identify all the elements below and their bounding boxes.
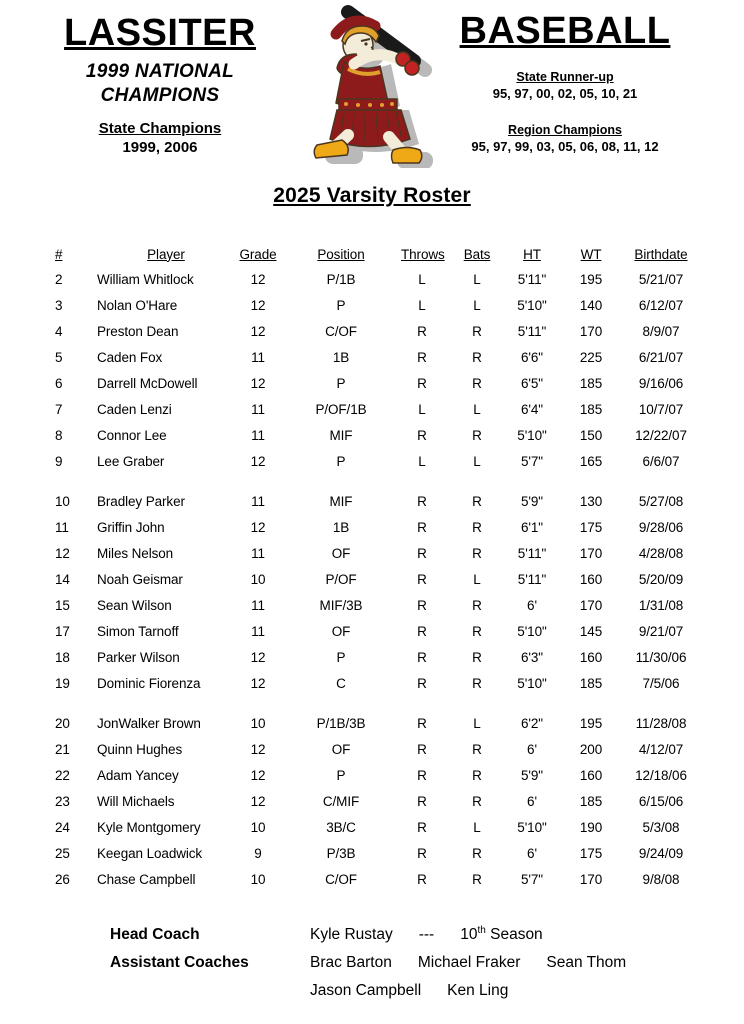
cell-birthdate: 9/21/07 xyxy=(638,623,684,639)
column-header-player: Player xyxy=(147,246,185,262)
cell-bats: R xyxy=(472,545,482,561)
cell-player: Nolan O'Hare xyxy=(97,297,178,313)
cell-number: 11 xyxy=(55,519,69,535)
cell-ht: 6'3" xyxy=(521,649,543,665)
roster-group-gap xyxy=(55,696,693,710)
cell-ht: 6' xyxy=(527,741,537,757)
cell-throws: R xyxy=(417,819,427,835)
cell-birthdate: 9/28/06 xyxy=(638,519,684,535)
cell-ht: 6'1" xyxy=(521,519,543,535)
table-row xyxy=(55,292,693,318)
cell-player: Darrell McDowell xyxy=(97,375,198,391)
sport-name: BASEBALL xyxy=(459,10,671,52)
cell-bats: R xyxy=(472,793,482,809)
column-header-bats: Bats xyxy=(463,246,491,262)
cell-throws: R xyxy=(417,845,427,861)
cell-player: Will Michaels xyxy=(97,793,175,809)
column-header-position: Position xyxy=(317,246,365,262)
column-header-wt: WT xyxy=(580,246,602,262)
cell-bats: L xyxy=(473,297,481,313)
cell-birthdate: 6/6/07 xyxy=(642,453,680,469)
cell-grade: 11 xyxy=(251,623,265,639)
head-coach-row xyxy=(110,921,626,949)
cell-birthdate: 9/24/09 xyxy=(638,845,684,861)
cell-wt: 185 xyxy=(579,793,603,809)
cell-grade: 12 xyxy=(250,675,266,691)
page-title: 2025 Varsity Roster xyxy=(273,184,471,207)
cell-ht: 5'10" xyxy=(517,427,547,443)
cell-grade: 10 xyxy=(250,715,266,731)
cell-grade: 11 xyxy=(251,493,265,509)
cell-grade: 12 xyxy=(250,297,266,313)
cell-throws: R xyxy=(417,597,427,613)
cell-number: 21 xyxy=(55,741,70,757)
cell-birthdate: 9/8/08 xyxy=(642,871,680,887)
cell-grade: 10 xyxy=(250,871,266,887)
cell-birthdate: 7/5/06 xyxy=(642,675,680,691)
state-runnerup-years: 95, 97, 00, 02, 05, 10, 21 xyxy=(492,86,638,101)
cell-position: P/1B xyxy=(326,271,356,287)
cell-number: 3 xyxy=(55,297,63,313)
cell-bats: R xyxy=(472,767,482,783)
cell-birthdate: 11/30/06 xyxy=(635,649,687,665)
cell-player: Preston Dean xyxy=(97,323,179,339)
column-header-birthdate: Birthdate xyxy=(634,246,688,262)
column-header-ht: HT xyxy=(523,246,541,262)
table-row xyxy=(55,762,693,788)
cell-bats: R xyxy=(472,871,482,887)
cell-throws: R xyxy=(417,649,427,665)
cell-throws: R xyxy=(417,375,427,391)
table-row xyxy=(55,788,693,814)
cell-number: 24 xyxy=(55,819,70,835)
cell-ht: 5'11" xyxy=(517,571,547,587)
cell-player: Caden Fox xyxy=(97,349,163,365)
head-coach-name: Kyle Rustay xyxy=(310,926,393,943)
cell-number: 12 xyxy=(55,545,70,561)
cell-grade: 9 xyxy=(254,845,262,861)
cell-player: Parker Wilson xyxy=(97,649,180,665)
cell-bats: L xyxy=(473,715,481,731)
cell-position: 1B xyxy=(332,349,350,365)
roster-group-gap xyxy=(55,474,693,488)
cell-wt: 195 xyxy=(579,715,603,731)
cell-ht: 5'10" xyxy=(517,297,547,313)
cell-grade: 12 xyxy=(250,649,266,665)
table-row xyxy=(55,644,693,670)
cell-birthdate: 6/21/07 xyxy=(638,349,684,365)
cell-player: Miles Nelson xyxy=(97,545,174,561)
cell-position: P xyxy=(336,375,346,391)
cell-throws: R xyxy=(417,519,427,535)
cell-number: 20 xyxy=(55,715,70,731)
cell-number: 25 xyxy=(55,845,70,861)
cell-number: 5 xyxy=(55,349,63,365)
cell-bats: R xyxy=(472,597,482,613)
cell-ht: 6' xyxy=(527,793,537,809)
cell-wt: 200 xyxy=(579,741,603,757)
cell-number: 6 xyxy=(55,375,63,391)
cell-birthdate: 8/9/07 xyxy=(642,323,680,339)
cell-grade: 11 xyxy=(251,401,265,417)
head-coach-season: 10th Season xyxy=(460,924,543,943)
cell-birthdate: 5/20/09 xyxy=(638,571,684,587)
cell-bats: L xyxy=(473,271,481,287)
cell-throws: L xyxy=(418,401,426,417)
national-champions-line1: 1999 NATIONAL xyxy=(85,61,235,82)
cell-position: C/OF xyxy=(325,871,357,887)
table-row xyxy=(55,814,693,840)
cell-position: C/OF xyxy=(325,323,357,339)
cell-wt: 160 xyxy=(579,571,603,587)
column-header-number: # xyxy=(55,246,63,262)
cell-throws: L xyxy=(418,453,426,469)
cell-throws: R xyxy=(417,349,427,365)
cell-grade: 12 xyxy=(250,453,266,469)
table-row xyxy=(55,448,693,474)
cell-number: 9 xyxy=(55,453,63,469)
cell-number: 19 xyxy=(55,675,70,691)
cell-ht: 6' xyxy=(527,845,537,861)
cell-throws: R xyxy=(417,493,427,509)
head-coach-label: Head Coach xyxy=(110,926,200,943)
assistant-coach-name: Sean Thom xyxy=(546,954,627,971)
assistant-coach-name: Michael Fraker xyxy=(417,954,521,971)
cell-throws: R xyxy=(417,323,427,339)
table-row xyxy=(55,344,693,370)
cell-wt: 190 xyxy=(579,819,603,835)
cell-position: P/OF/1B xyxy=(315,401,367,417)
cell-player: Dominic Fiorenza xyxy=(97,675,201,691)
table-row xyxy=(55,592,693,618)
state-runnerup-label: State Runner-up xyxy=(516,70,614,84)
cell-position: MIF xyxy=(329,493,353,509)
cell-bats: L xyxy=(473,571,481,587)
cell-grade: 12 xyxy=(250,741,266,757)
cell-position: C xyxy=(336,675,346,691)
cell-player: Caden Lenzi xyxy=(97,401,172,417)
cell-player: Lee Graber xyxy=(97,453,165,469)
table-row xyxy=(55,866,693,892)
cell-ht: 5'11" xyxy=(517,545,547,561)
cell-player: Noah Geismar xyxy=(97,571,183,587)
cell-throws: R xyxy=(417,715,427,731)
cell-ht: 5'9" xyxy=(521,493,543,509)
assistant-coaches-row2 xyxy=(110,977,626,1005)
cell-bats: R xyxy=(472,427,482,443)
cell-number: 23 xyxy=(55,793,70,809)
assistant-coach-name: Brac Barton xyxy=(310,954,392,971)
table-row xyxy=(55,736,693,762)
cell-number: 2 xyxy=(55,271,63,287)
cell-grade: 12 xyxy=(250,375,266,391)
table-row xyxy=(55,488,693,514)
table-row xyxy=(55,710,693,736)
cell-number: 22 xyxy=(55,767,70,783)
cell-wt: 170 xyxy=(579,323,603,339)
column-header-grade: Grade xyxy=(239,246,277,262)
cell-ht: 5'11" xyxy=(517,323,547,339)
cell-number: 26 xyxy=(55,871,70,887)
cell-birthdate: 11/28/08 xyxy=(635,715,687,731)
cell-wt: 170 xyxy=(579,545,603,561)
table-row xyxy=(55,514,693,540)
cell-grade: 11 xyxy=(251,545,265,561)
cell-position: MIF xyxy=(329,427,353,443)
cell-position: OF xyxy=(331,741,351,757)
table-row xyxy=(55,840,693,866)
cell-bats: L xyxy=(473,401,481,417)
assistant-coaches-label: Assistant Coaches xyxy=(110,954,249,971)
cell-grade: 12 xyxy=(250,323,266,339)
cell-throws: R xyxy=(417,571,427,587)
cell-number: 17 xyxy=(55,623,70,639)
cell-birthdate: 5/3/08 xyxy=(642,819,680,835)
cell-throws: R xyxy=(417,545,427,561)
cell-bats: R xyxy=(472,675,482,691)
cell-grade: 11 xyxy=(251,427,265,443)
cell-wt: 185 xyxy=(579,675,603,691)
cell-position: P/3B xyxy=(326,845,356,861)
cell-player: Simon Tarnoff xyxy=(97,623,179,639)
cell-throws: R xyxy=(417,741,427,757)
cell-bats: R xyxy=(472,623,482,639)
cell-wt: 150 xyxy=(579,427,603,443)
cell-grade: 12 xyxy=(250,519,266,535)
cell-ht: 5'11" xyxy=(517,271,547,287)
cell-bats: L xyxy=(473,453,481,469)
roster-table xyxy=(55,242,693,892)
cell-ht: 5'7" xyxy=(521,453,543,469)
cell-ht: 6'6" xyxy=(521,349,543,365)
cell-ht: 5'10" xyxy=(517,623,547,639)
cell-number: 10 xyxy=(55,493,70,509)
cell-wt: 145 xyxy=(579,623,603,639)
cell-position: 3B/C xyxy=(326,819,356,835)
cell-wt: 160 xyxy=(579,767,603,783)
cell-player: Connor Lee xyxy=(97,427,167,443)
cell-birthdate: 5/21/07 xyxy=(638,271,684,287)
cell-birthdate: 10/7/07 xyxy=(638,401,684,417)
cell-grade: 10 xyxy=(250,819,266,835)
cell-wt: 175 xyxy=(579,845,603,861)
cell-number: 7 xyxy=(55,401,63,417)
cell-number: 15 xyxy=(55,597,70,613)
cell-bats: R xyxy=(472,323,482,339)
cell-wt: 225 xyxy=(579,349,603,365)
assistant-coaches-row xyxy=(110,949,626,977)
cell-bats: R xyxy=(472,493,482,509)
cell-wt: 170 xyxy=(579,871,603,887)
table-row xyxy=(55,566,693,592)
cell-throws: L xyxy=(418,297,426,313)
cell-birthdate: 1/31/08 xyxy=(638,597,684,613)
table-row xyxy=(55,370,693,396)
cell-position: P xyxy=(336,297,346,313)
state-champions-years: 1999, 2006 xyxy=(122,138,198,156)
cell-throws: L xyxy=(418,271,426,287)
cell-grade: 12 xyxy=(250,271,266,287)
cell-wt: 130 xyxy=(579,493,603,509)
assistant-coach-name: Jason Campbell xyxy=(310,982,422,999)
cell-position: 1B xyxy=(332,519,350,535)
cell-number: 18 xyxy=(55,649,70,665)
cell-number: 4 xyxy=(55,323,63,339)
cell-throws: R xyxy=(417,623,427,639)
cell-bats: R xyxy=(472,519,482,535)
cell-grade: 11 xyxy=(251,597,265,613)
cell-ht: 5'7" xyxy=(521,871,543,887)
coaches-footer xyxy=(110,921,626,1005)
cell-bats: R xyxy=(472,349,482,365)
cell-throws: R xyxy=(417,675,427,691)
cell-birthdate: 12/22/07 xyxy=(635,427,687,443)
cell-bats: R xyxy=(472,741,482,757)
region-champions-label: Region Champions xyxy=(508,123,622,137)
cell-player: Griffin John xyxy=(97,519,165,535)
header-right xyxy=(424,12,706,154)
cell-throws: R xyxy=(417,871,427,887)
cell-wt: 185 xyxy=(579,401,603,417)
cell-player: William Whitlock xyxy=(97,271,194,287)
cell-ht: 5'10" xyxy=(517,675,547,691)
cell-player: Sean Wilson xyxy=(97,597,172,613)
cell-player: Keegan Loadwick xyxy=(97,845,203,861)
column-header-throws: Throws xyxy=(401,246,445,262)
cell-ht: 6'4" xyxy=(521,401,543,417)
cell-birthdate: 5/27/08 xyxy=(638,493,684,509)
cell-bats: L xyxy=(473,819,481,835)
cell-bats: R xyxy=(472,845,482,861)
cell-throws: R xyxy=(417,427,427,443)
cell-ht: 6'2" xyxy=(521,715,543,731)
cell-player: JonWalker Brown xyxy=(97,715,201,731)
cell-grade: 11 xyxy=(251,349,265,365)
cell-player: Chase Campbell xyxy=(97,871,196,887)
cell-throws: R xyxy=(417,767,427,783)
cell-wt: 185 xyxy=(579,375,603,391)
cell-birthdate: 4/28/08 xyxy=(638,545,684,561)
cell-wt: 175 xyxy=(579,519,603,535)
cell-wt: 160 xyxy=(579,649,603,665)
cell-birthdate: 9/16/06 xyxy=(638,375,684,391)
cell-position: P xyxy=(336,649,346,665)
cell-player: Kyle Montgomery xyxy=(97,819,201,835)
table-header-row xyxy=(55,242,693,266)
table-row xyxy=(55,396,693,422)
table-row xyxy=(55,318,693,344)
cell-birthdate: 6/15/06 xyxy=(638,793,684,809)
cell-number: 8 xyxy=(55,427,63,443)
assistant-coach-name: Ken Ling xyxy=(447,982,509,999)
cell-position: P/1B/3B xyxy=(316,715,366,731)
table-row xyxy=(55,670,693,696)
cell-ht: 6' xyxy=(527,597,537,613)
cell-throws: R xyxy=(417,793,427,809)
cell-ht: 5'10" xyxy=(517,819,547,835)
table-row xyxy=(55,422,693,448)
cell-player: Bradley Parker xyxy=(97,493,185,509)
cell-grade: 10 xyxy=(250,571,266,587)
cell-wt: 165 xyxy=(579,453,603,469)
table-row xyxy=(55,618,693,644)
cell-wt: 170 xyxy=(579,597,603,613)
cell-player: Adam Yancey xyxy=(97,767,179,783)
cell-position: C/MIF xyxy=(322,793,360,809)
table-row xyxy=(55,266,693,292)
cell-player: Quinn Hughes xyxy=(97,741,183,757)
cell-position: MIF/3B xyxy=(319,597,363,613)
school-name: LASSITER xyxy=(64,12,256,54)
state-champions-label: State Champions xyxy=(98,119,222,137)
cell-birthdate: 6/12/07 xyxy=(638,297,684,313)
cell-position: P xyxy=(336,767,346,783)
region-champions-years: 95, 97, 99, 03, 05, 06, 08, 11, 12 xyxy=(471,139,659,154)
cell-ht: 5'9" xyxy=(521,767,543,783)
separator-dashes: --- xyxy=(418,926,435,943)
table-row xyxy=(55,540,693,566)
cell-number: 14 xyxy=(55,571,70,587)
national-champions-line2: CHAMPIONS xyxy=(100,84,220,106)
cell-birthdate: 4/12/07 xyxy=(638,741,684,757)
header-left xyxy=(38,14,282,156)
cell-ht: 6'5" xyxy=(521,375,543,391)
cell-position: P/OF xyxy=(325,571,357,587)
cell-wt: 140 xyxy=(579,297,603,313)
cell-grade: 12 xyxy=(250,793,266,809)
cell-position: OF xyxy=(331,545,351,561)
cell-bats: R xyxy=(472,375,482,391)
cell-bats: R xyxy=(472,649,482,665)
cell-grade: 12 xyxy=(250,767,266,783)
cell-wt: 195 xyxy=(579,271,603,287)
cell-birthdate: 12/18/06 xyxy=(635,767,687,783)
cell-position: P xyxy=(336,453,346,469)
cell-position: OF xyxy=(331,623,351,639)
